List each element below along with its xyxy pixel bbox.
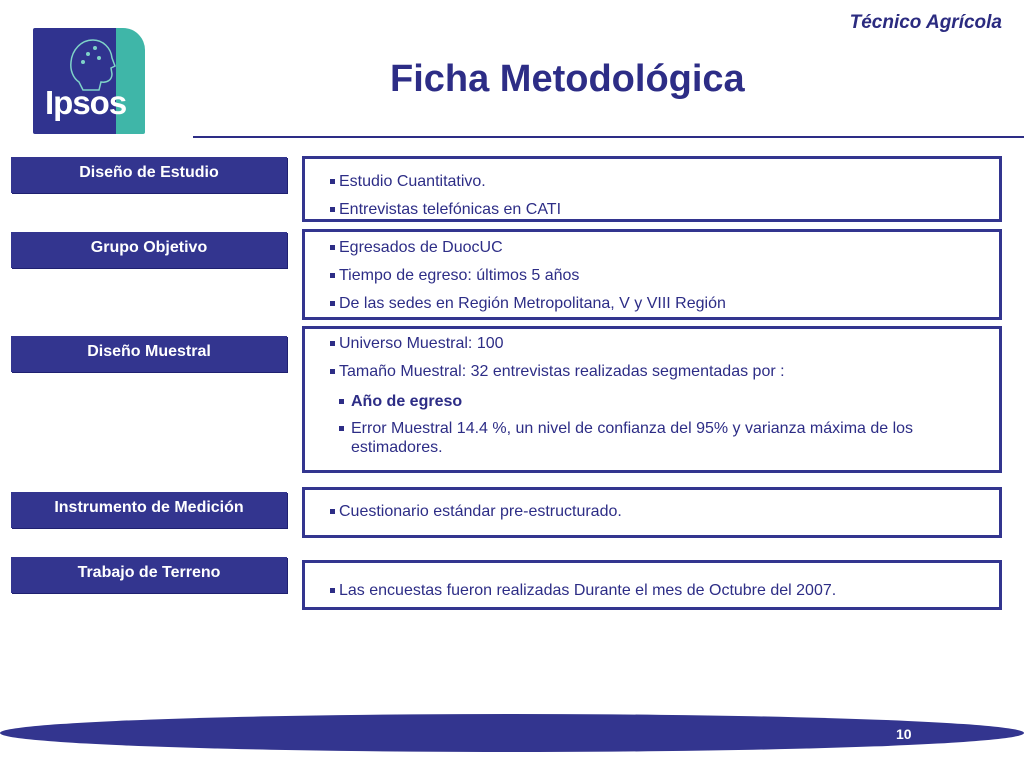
- footer-band: [0, 714, 1024, 752]
- list-item: Tamaño Muestral: 32 entrevistas realizadas segmentadas por :: [305, 358, 999, 386]
- list-item: De las sedes en Región Metropolitana, V y VIII Región: [305, 290, 999, 318]
- square-bullet-icon: [330, 179, 335, 184]
- logo-text: Ipsos: [45, 84, 127, 121]
- square-bullet-icon: [330, 369, 335, 374]
- section-content-trabajo-terreno: [302, 560, 1002, 610]
- list-item: Las encuestas fueron realizadas Durante el mes de Octubre del 2007.: [305, 577, 999, 605]
- square-bullet-icon: [339, 426, 344, 431]
- list-item: Error Muestral 14.4 %, un nivel de confianza del 95% y varianza máxima de los estimadores.: [305, 419, 999, 457]
- list-item: Cuestionario estándar pre-estructurado.: [305, 498, 999, 526]
- square-bullet-icon: [330, 588, 335, 593]
- list-item: Universo Muestral: 100: [305, 330, 999, 358]
- list-item: Tiempo de egreso: últimos 5 años: [305, 262, 999, 290]
- list-item: Año de egreso: [305, 392, 999, 411]
- square-bullet-icon: [330, 341, 335, 346]
- square-bullet-icon: [330, 245, 335, 250]
- title-divider: [193, 136, 1024, 138]
- section-label-diseno-muestral: Diseño Muestral: [11, 336, 287, 372]
- list-item: Entrevistas telefónicas en CATI: [305, 196, 999, 224]
- section-content-instrumento-medicion: [302, 487, 1002, 538]
- corner-title: Técnico Agrícola: [849, 12, 1002, 33]
- square-bullet-icon: [330, 509, 335, 514]
- section-content-diseno-muestral: [302, 326, 1002, 473]
- section-content-grupo-objetivo: [302, 229, 1002, 320]
- list-item: Egresados de DuocUC: [305, 234, 999, 262]
- square-bullet-icon: [330, 273, 335, 278]
- section-label-instrumento-medicion: Instrumento de Medición: [11, 492, 287, 528]
- list-item: Estudio Cuantitativo.: [305, 168, 999, 196]
- section-label-trabajo-terreno: Trabajo de Terreno: [11, 557, 287, 593]
- square-bullet-icon: [339, 399, 344, 404]
- page-title: Ficha Metodológica: [390, 58, 745, 100]
- section-content-diseno-estudio: [302, 156, 1002, 222]
- section-label-grupo-objetivo: Grupo Objetivo: [11, 232, 287, 268]
- section-label-diseno-estudio: Diseño de Estudio: [11, 157, 287, 193]
- ipsos-logo: [33, 28, 145, 134]
- square-bullet-icon: [330, 207, 335, 212]
- square-bullet-icon: [330, 301, 335, 306]
- page-number: 10: [896, 726, 912, 742]
